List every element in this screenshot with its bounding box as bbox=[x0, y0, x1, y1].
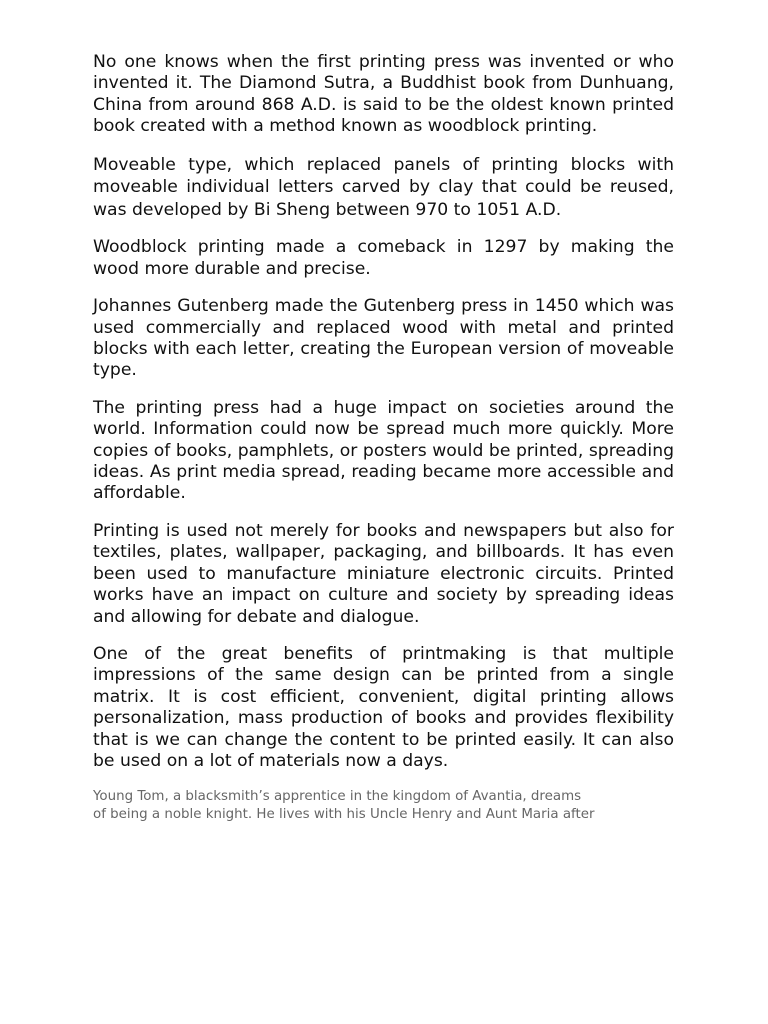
paragraph-impact: The printing press had a huge impact on societies around the world. Information could now be spread much more quickly. More copies of books, pamphlets, or posters would be printed, spreading ideas. As print media spread, reading became more accessible and affordable. bbox=[93, 397, 674, 504]
paragraph-first-printing-press: No one knows when the first printing press was invented or who invented it. The Diamond Sutra, a Buddhist book from Dunhuang, China from around 868 A.D. is said to be the oldest known printed book created with a method known as woodblock printing. bbox=[93, 52, 674, 137]
document-page bbox=[93, 52, 674, 824]
paragraph-benefits: One of the great benefits of printmaking is that multiple impressions of the same design can be printed from a single matrix. It is cost efficient, convenient, digital printing allows personalization, mass production of books and provides flexibility that is we can change the content to be printed easily. It can also be used on a lot of materials now a days. bbox=[93, 643, 674, 771]
excerpt-line: Young Tom, a blacksmith’s apprentice in the kingdom of Avantia, dreams bbox=[93, 789, 582, 805]
paragraph-printing-uses: Printing is used not merely for books and newspapers but also for textiles, plates, wallpaper, packaging, and billboards. It has even been used to manufacture miniature electronic circuits. Printed works have an impact on culture and society by spreading ideas and allowing for debate and dialogue. bbox=[93, 520, 674, 627]
paragraph-woodblock-comeback: Woodblock printing made a comeback in 1297 by making the wood more durable and precise. bbox=[93, 237, 674, 279]
book-excerpt bbox=[93, 788, 674, 824]
paragraph-moveable-type: Moveable type, which replaced panels of printing blocks with moveable individual letters carved by clay that could be reused, was developed by Bi Sheng between 970 to 1051 A.D. bbox=[93, 154, 674, 220]
excerpt-line: of being a noble knight. He lives with his Uncle Henry and Aunt Maria after bbox=[93, 807, 595, 823]
paragraph-gutenberg: Johannes Gutenberg made the Gutenberg press in 1450 which was used commercially and replaced wood with metal and printed blocks with each letter, creating the European version of moveable type. bbox=[93, 296, 674, 381]
